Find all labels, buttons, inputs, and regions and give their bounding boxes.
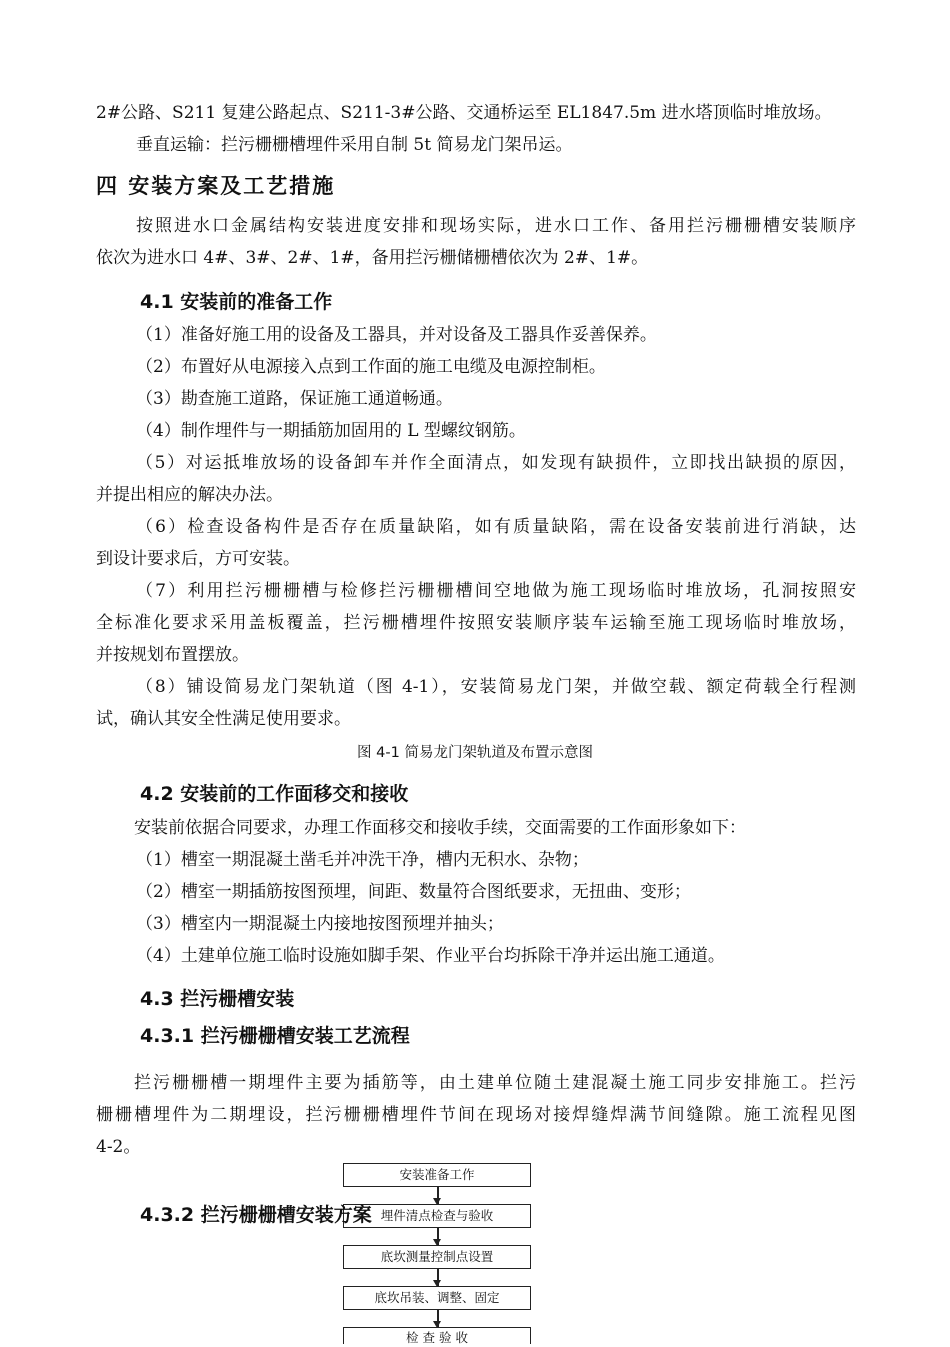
- transport-text-line-2: 垂直运输：拦污栅栅槽埋件采用自制 5t 简易龙门架吊运。: [136, 135, 573, 155]
- section-4-heading: 四 安装方案及工艺措施: [96, 174, 336, 198]
- prep-item-7-line-3: 并按规划布置摆放。: [96, 645, 249, 665]
- prep-item-8-line-1: （8）铺设简易龙门架轨道（图 4-1），安装简易龙门架，并做空载、额定荷载全行程测: [136, 677, 856, 697]
- flow-arrow: [437, 1228, 439, 1245]
- prep-item-6-line-2: 到设计要求后，方可安装。: [96, 549, 300, 569]
- handover-intro: 安装前依据合同要求，办理工作面移交和接收手续，交面需要的工作面形象如下：: [134, 818, 746, 838]
- prep-item-5-line-2: 并提出相应的解决办法。: [96, 485, 283, 505]
- section-4-3-2-heading: 4.3.2 拦污栅栅槽安装方案: [140, 1204, 372, 1226]
- handover-item-3: （3）槽室内一期混凝土内接地按图预埋并抽头；: [136, 914, 504, 934]
- handover-item-1: （1）槽室一期混凝土凿毛并冲洗干净，槽内无积水、杂物；: [136, 850, 589, 870]
- section-4-3-heading: 4.3 拦污栅槽安装: [140, 988, 295, 1010]
- prep-item-4: （4）制作埋件与一期插筋加固用的 L 型螺纹钢筋。: [136, 421, 526, 441]
- handover-item-2: （2）槽室一期插筋按图预埋，间距、数量符合图纸要求，无扭曲、变形；: [136, 882, 691, 902]
- prep-item-7-line-2: 全标准化要求采用盖板覆盖，拦污栅槽埋件按照安装顺序装车运输至施工现场临时堆放场，: [96, 613, 856, 633]
- prep-item-5-line-1: （5）对运抵堆放场的设备卸车并作全面清点，如发现有缺损件，立即找出缺损的原因，: [136, 453, 856, 473]
- process-text-line-2: 栅栅槽埋件为二期埋设，拦污栅栅槽埋件节间在现场对接焊缝焊满节间缝隙。施工流程见图: [96, 1105, 856, 1125]
- transport-text-line-1: 2#公路、S211 复建公路起点、S211-3#公路、交通桥运至 EL1847.5m 进水塔顶临时堆放场。: [96, 103, 832, 123]
- section-4-intro-line-1: 按照进水口金属结构安装进度安排和现场实际，进水口工作、备用拦污栅栅槽安装顺序: [136, 216, 856, 236]
- flow-arrow: [437, 1187, 439, 1204]
- process-text-line-1: 拦污栅栅槽一期埋件主要为插筋等，由土建单位随土建混凝土施工同步安排施工。拦污: [134, 1073, 856, 1093]
- prep-item-7-line-1: （7）利用拦污栅栅槽与检修拦污栅栅槽间空地做为施工现场临时堆放场，孔洞按照安: [136, 581, 856, 601]
- prep-item-3: （3）勘查施工道路，保证施工通道畅通。: [136, 389, 453, 409]
- process-text-line-3: 4-2。: [96, 1137, 141, 1157]
- prep-item-8-line-2: 试，确认其安全性满足使用要求。: [96, 709, 351, 729]
- flow-step-preparation: 安装准备工作: [343, 1163, 531, 1187]
- prep-item-6-line-1: （6）检查设备构件是否存在质量缺陷，如有质量缺陷，需在设备安装前进行消缺，达: [136, 517, 856, 537]
- flow-step-survey: 底坎测量控制点设置: [343, 1245, 531, 1269]
- handover-item-4: （4）土建单位施工临时设施如脚手架、作业平台均拆除干净并运出施工通道。: [136, 946, 725, 966]
- prep-item-2: （2）布置好从电源接入点到工作面的施工电缆及电源控制柜。: [136, 357, 606, 377]
- prep-item-1: （1）准备好施工用的设备及工器具，并对设备及工器具作妥善保养。: [136, 325, 657, 345]
- flow-arrow: [437, 1269, 439, 1286]
- figure-4-1-caption: 图 4-1 简易龙门架轨道及布置示意图: [357, 745, 593, 761]
- flow-step-inspection: 埋件清点检查与验收: [343, 1204, 531, 1228]
- flow-arrow: [437, 1310, 439, 1327]
- section-4-2-heading: 4.2 安装前的工作面移交和接收: [140, 783, 409, 805]
- section-4-intro-line-2: 依次为进水口 4#、3#、2#、1#，备用拦污栅储栅槽依次为 2#、1#。: [96, 248, 649, 268]
- section-4-3-1-heading: 4.3.1 拦污栅栅槽安装工艺流程: [140, 1025, 410, 1047]
- flow-step-sill-hoisting: 底坎吊装、调整、固定: [343, 1286, 531, 1310]
- section-4-1-heading: 4.1 安装前的准备工作: [140, 291, 333, 313]
- flow-step-acceptance: 检 查 验 收: [343, 1327, 531, 1344]
